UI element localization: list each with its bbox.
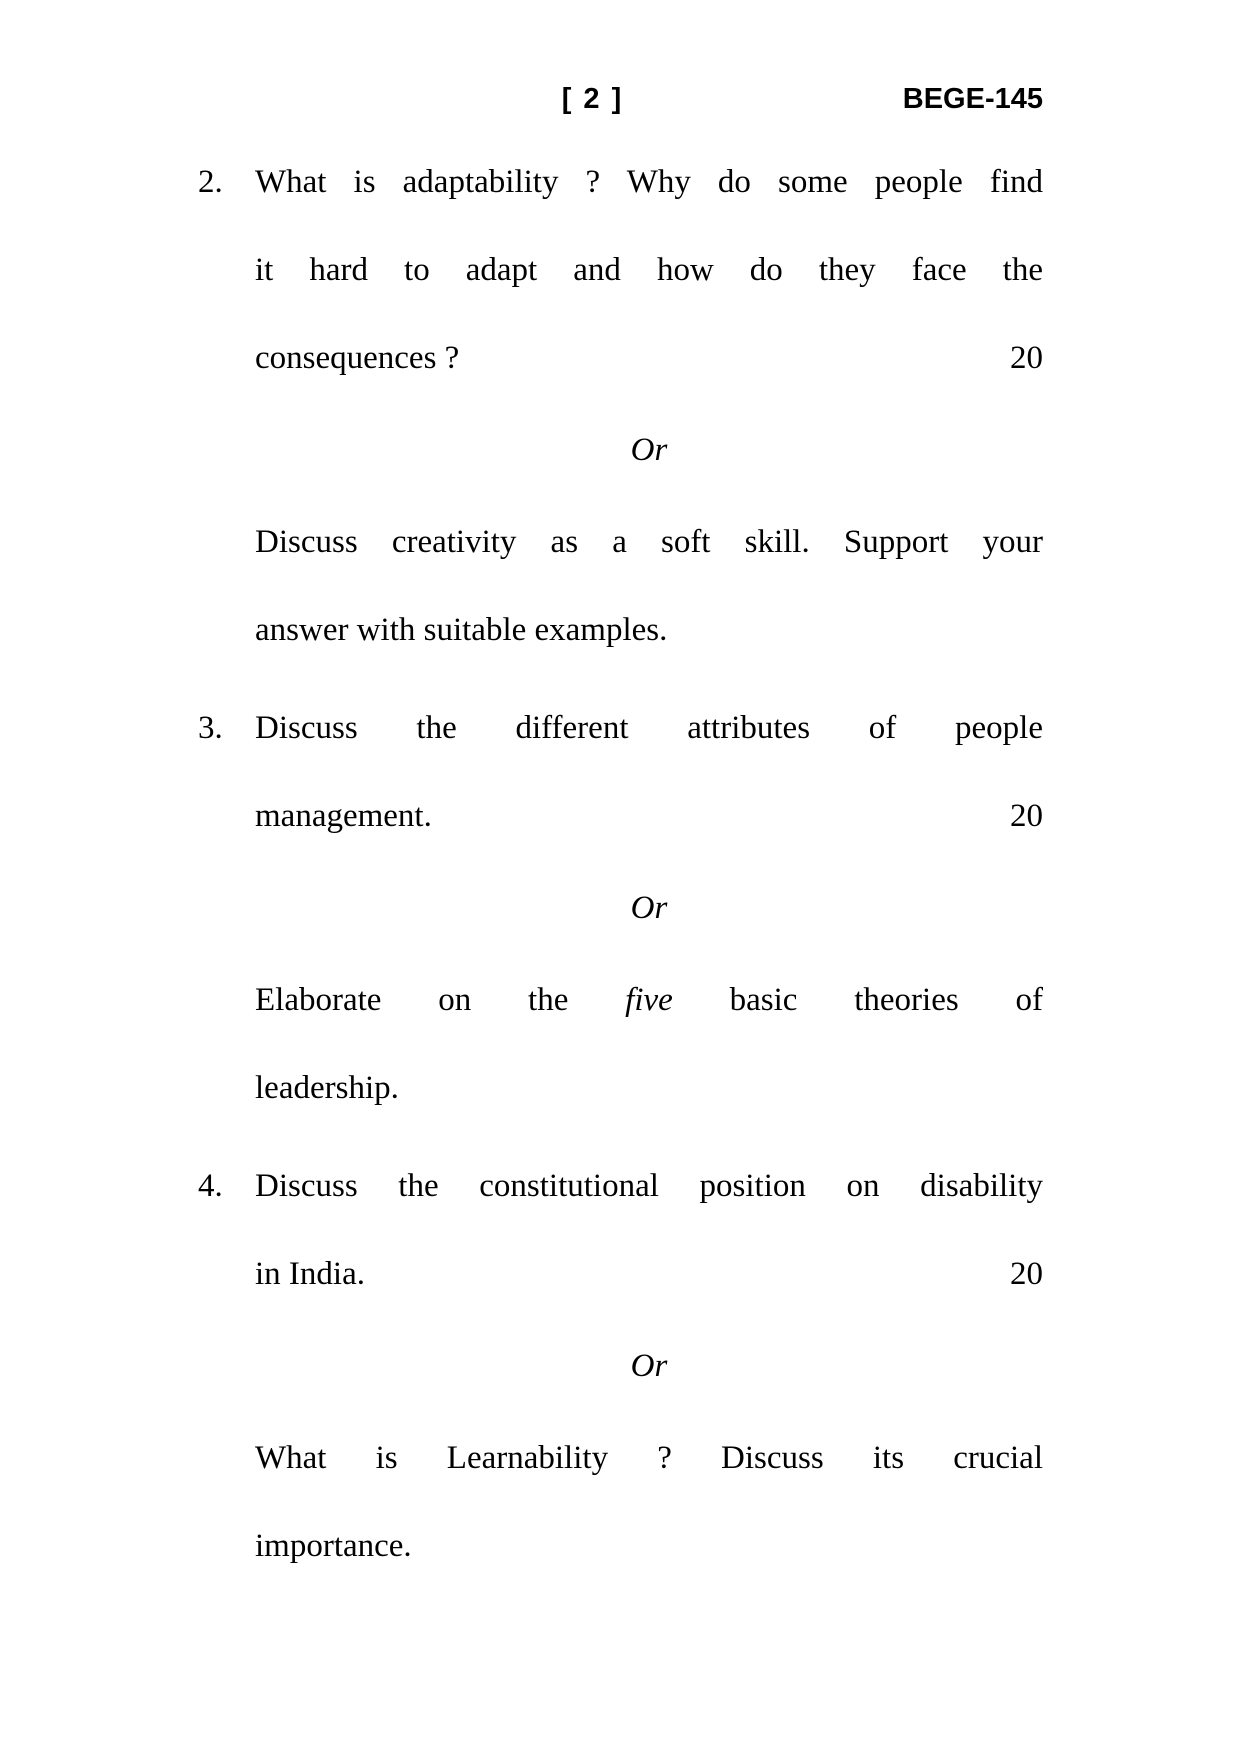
question-number: 4. bbox=[198, 1168, 223, 1204]
question-line: What is adaptability ? Why do some people find bbox=[255, 164, 1043, 200]
question-number: 3. bbox=[198, 710, 223, 746]
question-line: answer with suitable examples. bbox=[255, 612, 668, 648]
question-4-alternative bbox=[255, 1414, 1043, 1590]
question-line: What is Learnability ? Discuss its crucial bbox=[255, 1440, 1043, 1476]
paper-code: BEGE-145 bbox=[902, 83, 1043, 115]
question-line: it hard to adapt and how do they face the bbox=[255, 252, 1043, 288]
question-last-line bbox=[255, 314, 1043, 402]
question-line: Discuss the different attributes of people bbox=[255, 710, 1043, 746]
line-segment: Elaborate on the bbox=[255, 982, 626, 1018]
marks-value: 20 bbox=[1010, 798, 1043, 834]
question-text bbox=[255, 1142, 1043, 1318]
question-line: importance. bbox=[255, 1528, 412, 1564]
question-line: Discuss creativity as a soft skill. Support your bbox=[255, 524, 1043, 560]
question-3 bbox=[198, 684, 1043, 860]
question-2 bbox=[198, 138, 1043, 402]
question-last-line bbox=[255, 1230, 1043, 1318]
line-segment-italic: five bbox=[625, 982, 673, 1018]
question-2-alternative bbox=[255, 498, 1043, 674]
question-line: consequences ? bbox=[255, 340, 460, 376]
question-text bbox=[255, 684, 1043, 860]
page-number: [ 2 ] bbox=[561, 83, 624, 115]
question-last-line bbox=[255, 772, 1043, 860]
question-line bbox=[255, 956, 1043, 1044]
line-segment: basic theories of bbox=[672, 982, 1043, 1018]
question-3-alternative bbox=[255, 956, 1043, 1132]
page-header bbox=[198, 82, 1043, 120]
or-divider: Or bbox=[630, 432, 668, 468]
question-text bbox=[255, 138, 1043, 402]
question-line: Discuss the constitutional position on disability bbox=[255, 1168, 1043, 1204]
or-divider: Or bbox=[630, 1348, 668, 1384]
question-line: in India. bbox=[255, 1256, 365, 1292]
question-number: 2. bbox=[198, 164, 223, 200]
marks-value: 20 bbox=[1010, 340, 1043, 376]
question-line: management. bbox=[255, 798, 432, 834]
question-list bbox=[198, 138, 1043, 1590]
question-4 bbox=[198, 1142, 1043, 1318]
marks-value: 20 bbox=[1010, 1256, 1043, 1292]
or-divider: Or bbox=[630, 890, 668, 926]
question-line: leadership. bbox=[255, 1070, 399, 1106]
